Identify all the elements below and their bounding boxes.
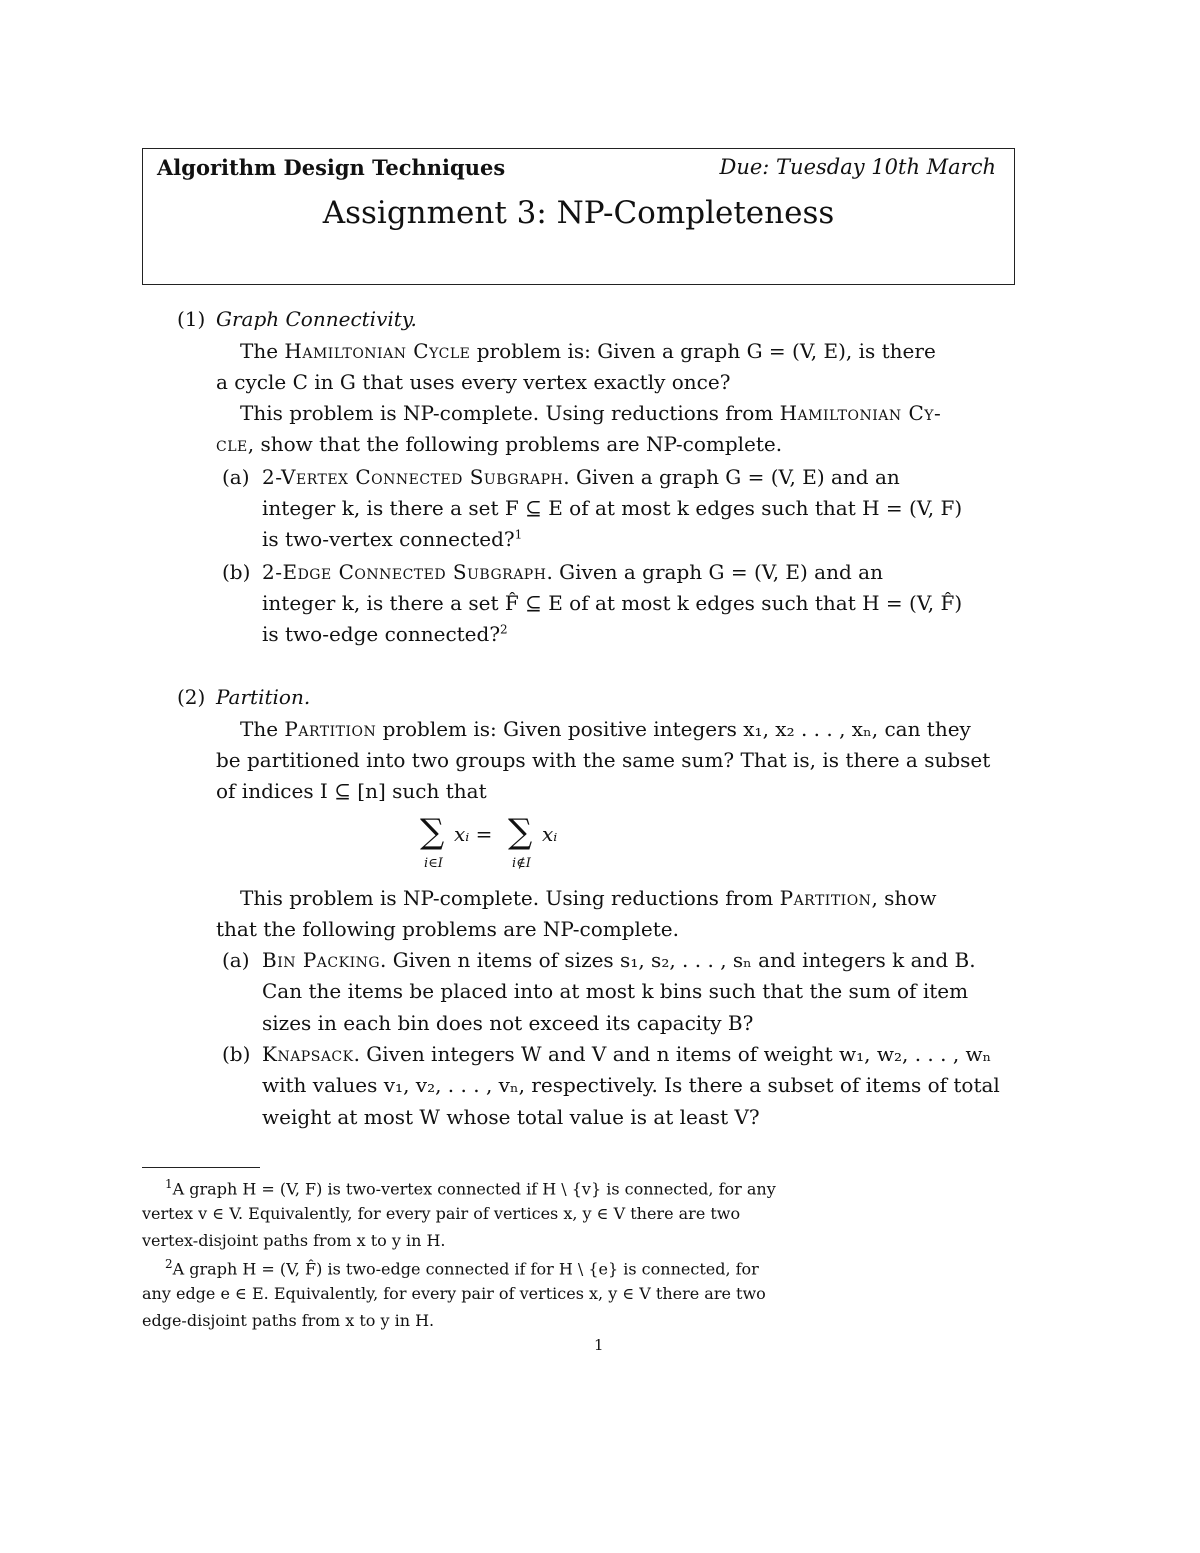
q1-paragraph-line-1 <box>240 339 936 363</box>
problem-name-bin-packing: Bin Packing <box>262 948 381 972</box>
summation-sign-left: ∑ <box>420 812 445 852</box>
q1a-text: is two-vertex connected? <box>262 527 515 551</box>
footnote-1-line-3: vertex-disjoint paths from x to y in H. <box>142 1231 446 1250</box>
q2-part-a-line-3: sizes in each bin does not exceed its capacity B? <box>262 1011 754 1035</box>
q1-part-b-line-3 <box>262 622 508 646</box>
footnote-2-number: 2 <box>165 1257 173 1271</box>
problem-name-hamiltonian-cycle: Hamiltonian Cy- <box>779 401 942 425</box>
problem-name-2-edge-connected-subgraph: 2-Edge Connected Subgraph <box>262 560 547 584</box>
q1-paragraph-line-2: a cycle C in G that uses every vertex exactly once? <box>216 370 731 394</box>
q1-text: This problem is NP-complete. Using reductions from <box>240 401 780 425</box>
q1a-text: . Given a graph G = (V, E) and an <box>563 465 900 489</box>
question-2-number: (2) <box>177 685 206 709</box>
due-date: Due: Tuesday 10th March <box>719 155 996 179</box>
footnote-2-line-2: any edge e ∈ E. Equivalently, for every pair of vertices x, y ∈ V there are two <box>142 1284 766 1303</box>
equation-index-left: i∈I <box>424 856 443 871</box>
footnote-2-line-3: edge-disjoint paths from x to y in H. <box>142 1311 435 1330</box>
q1-paragraph-line-3 <box>240 401 941 425</box>
q2-paragraph-line-2: be partitioned into two groups with the same sum? That is, is there a subset <box>216 748 991 772</box>
q2-text: , show <box>871 886 937 910</box>
problem-name-partition: Partition <box>284 717 377 741</box>
footnote-1-line-1 <box>165 1177 776 1198</box>
q2-part-a-line-1 <box>262 948 976 972</box>
equation-index-right: i∉I <box>512 856 531 871</box>
q2-text: The <box>240 717 285 741</box>
summation-sign-right: ∑ <box>508 812 533 852</box>
footnote-1-number: 1 <box>165 1177 173 1191</box>
problem-name-2-vertex-connected-subgraph: 2-Vertex Connected Subgraph <box>262 465 564 489</box>
footnote-2-text: A graph H = (V, F̂) is two-edge connected if for H \ {e} is connected, for <box>172 1259 759 1279</box>
q1-part-a-line-2: integer k, is there a set F ⊆ E of at most k edges such that H = (V, F) <box>262 496 963 520</box>
q2-text: This problem is NP-complete. Using reductions from <box>240 886 780 910</box>
q1-text: problem is: Given a graph G = (V, E), is there <box>470 339 936 363</box>
q1-part-b-line-2: integer k, is there a set F̂ ⊆ E of at most k edges such that H = (V, F̂) <box>262 591 963 615</box>
q2-part-b-label: (b) <box>222 1042 251 1066</box>
course-name: Algorithm Design Techniques <box>157 155 506 180</box>
page-number: 1 <box>594 1336 604 1354</box>
question-1-number: (1) <box>177 307 206 331</box>
q2-part-a-line-2: Can the items be placed into at most k bins such that the sum of item <box>262 979 969 1003</box>
footnote-1-line-2: vertex v ∈ V. Equivalently, for every pair of vertices x, y ∈ V there are two <box>142 1204 741 1223</box>
q1-text: , show that the following problems are NP-complete. <box>247 432 783 456</box>
q2-paragraph-line-5: that the following problems are NP-complete. <box>216 917 679 941</box>
q1-part-a-line-3 <box>262 527 522 551</box>
q2b-text: . Given integers W and V and n items of weight w₁, w₂, . . . , wₙ <box>353 1042 992 1066</box>
footnote-separator <box>142 1167 260 1168</box>
q1-part-a-line-1 <box>262 465 900 489</box>
q2-paragraph-line-4 <box>240 886 936 910</box>
q2-part-a-label: (a) <box>222 948 250 972</box>
footnote-mark-1: 1 <box>514 527 523 542</box>
footnote-mark-2: 2 <box>500 622 508 637</box>
footnote-1-text: A graph H = (V, F) is two-vertex connected if H \ {v} is connected, for any <box>172 1179 776 1199</box>
problem-name-knapsack: Knapsack <box>262 1042 354 1066</box>
q1b-text: is two-edge connected? <box>262 622 501 646</box>
assignment-header-box <box>142 148 1015 285</box>
q2a-text: . Given n items of sizes s₁, s₂, . . . , sₙ and integers k and B. <box>380 948 976 972</box>
q2-part-b-line-3: weight at most W whose total value is at least V? <box>262 1105 760 1129</box>
problem-name-hamiltonian-cycle: Hamiltonian Cycle <box>284 339 471 363</box>
q1-part-b-line-1 <box>262 560 883 584</box>
q1-part-a-label: (a) <box>222 465 250 489</box>
question-1-heading: Graph Connectivity. <box>216 307 417 331</box>
equation-right-term: xᵢ <box>542 822 558 846</box>
q2-text: problem is: Given positive integers x₁, x₂ . . . , xₙ, can they <box>376 717 971 741</box>
q1-text: The <box>240 339 285 363</box>
q1-part-b-label: (b) <box>222 560 251 584</box>
q2-part-b-line-2: with values v₁, v₂, . . . , vₙ, respectively. Is there a subset of items of total <box>262 1073 1000 1097</box>
question-2-heading: Partition. <box>216 685 311 709</box>
equation-left-term: xᵢ = <box>454 822 493 846</box>
footnote-2-line-1 <box>165 1257 759 1278</box>
assignment-title: Assignment 3: NP-Completeness <box>322 195 835 231</box>
partition-equation <box>420 812 580 872</box>
q2-paragraph-line-1 <box>240 717 971 741</box>
q1b-text: . Given a graph G = (V, E) and an <box>546 560 883 584</box>
q1-paragraph-line-4 <box>216 432 782 456</box>
problem-name-partition: Partition <box>779 886 872 910</box>
problem-name-hamiltonian-cycle: cle <box>216 432 248 456</box>
q2-paragraph-line-3: of indices I ⊆ [n] such that <box>216 779 487 803</box>
q2-part-b-line-1 <box>262 1042 991 1066</box>
